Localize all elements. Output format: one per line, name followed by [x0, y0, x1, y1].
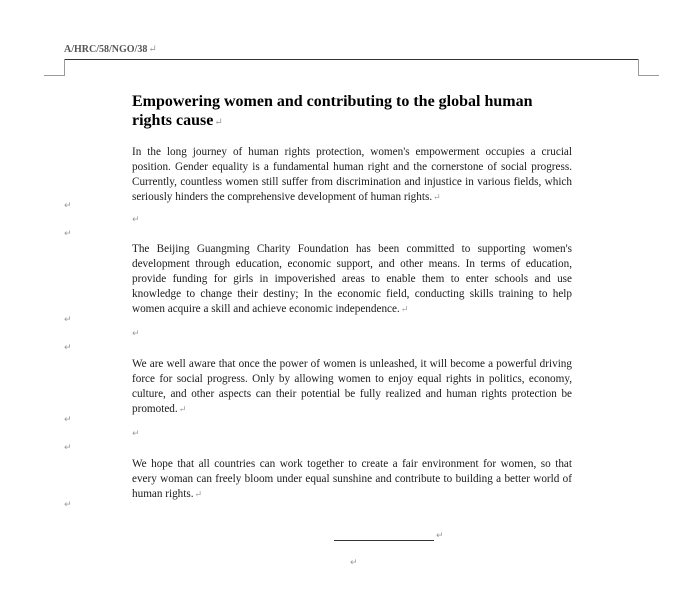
paragraph-mark: ↵	[64, 500, 72, 510]
paragraph-mark: ↵	[64, 343, 72, 353]
paragraph-mark: ↵	[132, 215, 140, 225]
paragraph-mark: ↵	[148, 44, 157, 55]
paragraph-1[interactable]: In the long journey of human rights protection, women's empowerment occupies a crucial position. Gender equality is a fundamental human right and the cornerstone of social progress. Currently, countless women still suffer from discrimination and injustice in various fields, which seriously hinders the comprehensive development of human rights.↵	[132, 146, 572, 203]
margin-corner-left	[44, 59, 65, 76]
paragraph-mark: ↵	[64, 201, 72, 211]
paragraph-3[interactable]: We are well aware that once the power of women is unleashed, it will become a powerful driving force for social progress. Only by allowing women to enjoy equal rights in politics, economy, culture, and other aspects can their potential be fully realized and human rights protection be promoted.↵	[132, 358, 572, 415]
paragraph-mark: ↵	[436, 531, 444, 541]
paragraph-mark: ↵	[64, 315, 72, 325]
paragraph-mark: ↵	[433, 192, 441, 202]
document-title[interactable]: Empowering women and contributing to the global human rights cause↵	[132, 93, 533, 129]
paragraph-mark: ↵	[132, 329, 140, 339]
paragraph-mark: ↵	[64, 229, 72, 239]
paragraph-mark: ↵	[132, 429, 140, 439]
margin-corner-right	[638, 59, 659, 76]
paragraph-2[interactable]: The Beijing Guangming Charity Foundation has been committed to supporting women's development through education, economic support, and other means. In terms of education, provide funding for girls in impoverished areas to enable them to enter schools and use knowledge to change their destiny; In the economic field, conducting skills training to help women acquire a skill and achieve economic independence.↵	[132, 243, 572, 315]
paragraph-mark: ↵	[64, 415, 72, 425]
header-rule	[64, 59, 638, 60]
paragraph-mark: ↵	[194, 489, 203, 499]
paragraph-mark: ↵	[400, 304, 409, 314]
paragraph-mark: ↵	[214, 117, 223, 128]
paragraph-mark: ↵	[178, 404, 187, 414]
paragraph-4[interactable]: We hope that all countries can work together to create a fair environment for women, so that every woman can freely bloom under equal sunshine and contribute to building a better world of human rights.↵	[132, 458, 572, 500]
paragraph-mark: ↵	[64, 443, 72, 453]
document-symbol: A/HRC/58/NGO/38↵	[64, 44, 157, 55]
closing-rule	[334, 540, 434, 541]
paragraph-mark: ↵	[350, 558, 358, 568]
